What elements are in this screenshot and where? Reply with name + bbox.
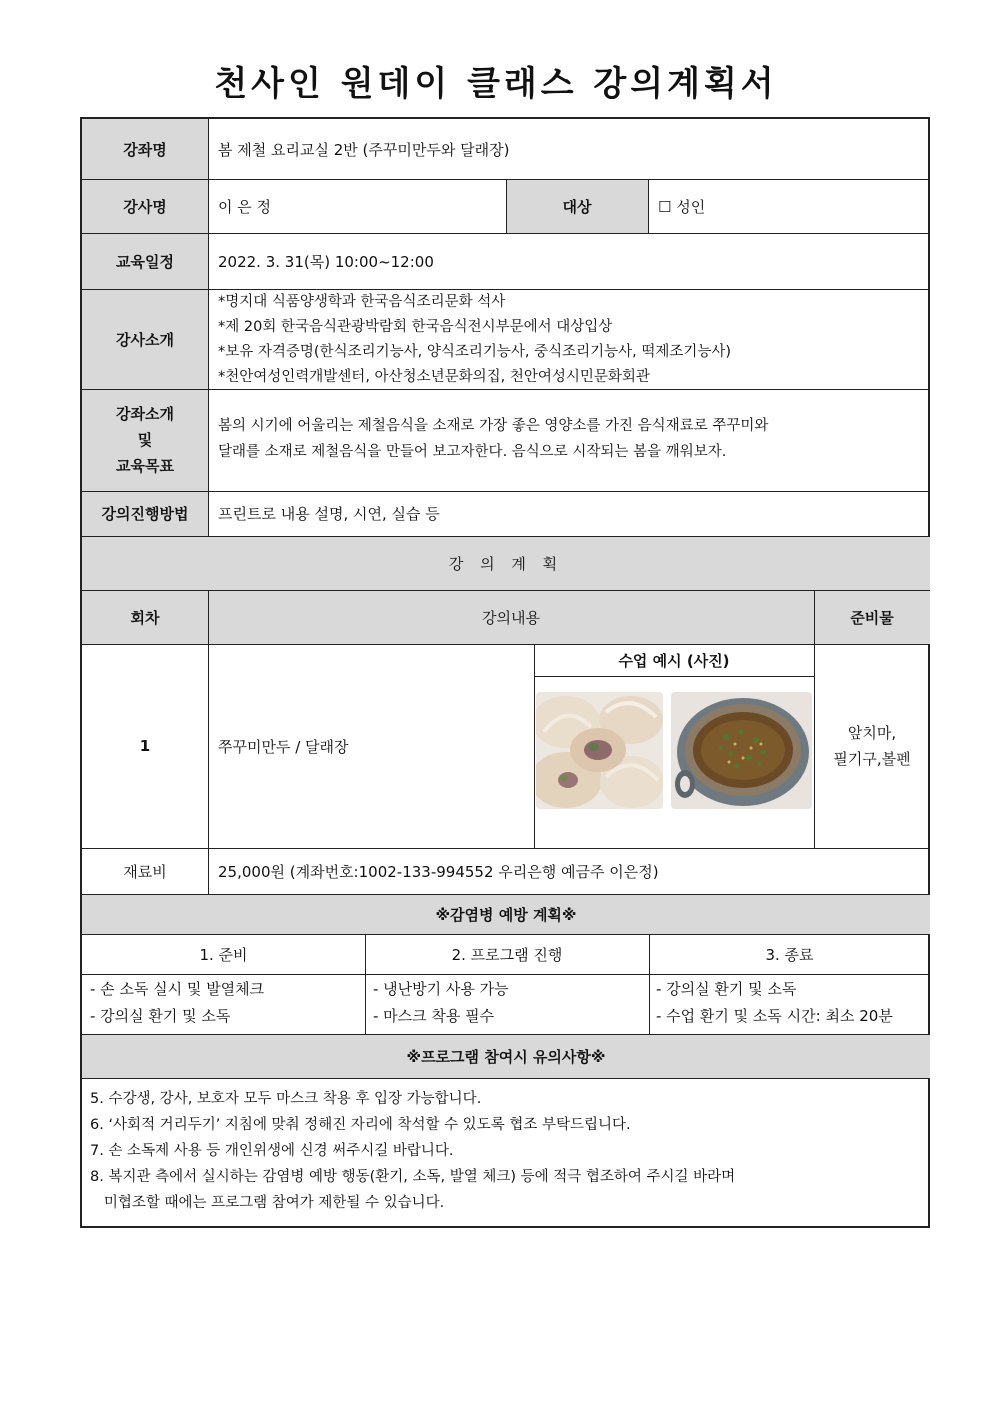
goal-label-line: 강좌소개 — [116, 405, 174, 423]
note-line: 미협조할 때에는 프로그램 참여가 제한될 수 있습니다. — [90, 1195, 445, 1211]
goal-label — [82, 389, 208, 491]
prevention-item: - 손 소독 실시 및 발열체크 — [90, 980, 265, 998]
schedule-value: 2022. 3. 31(목) 10:00~12:00 — [218, 252, 434, 271]
intro-line: *보유 자격증명(한식조리기능사, 양식조리기능사, 중식조리기능사, 떡제조기능사) — [218, 344, 732, 360]
goal-label-line: 및 — [137, 431, 153, 449]
intro-lines — [218, 290, 928, 388]
goal-line: 봄의 시기에 어울리는 제철음식을 소재로 가장 좋은 영양소를 가진 음식재료로 쭈꾸미와 — [218, 418, 769, 434]
note-line: 8. 복지관 측에서 실시하는 감염병 예방 행동(환기, 소독, 발열 체크) 등에 적극 협조하여 주시길 바라며 — [90, 1169, 736, 1185]
prevention-items-2 — [373, 976, 645, 1032]
col-divider — [208, 590, 209, 894]
row-divider — [82, 894, 930, 895]
note-line: 5. 수강생, 강사, 보호자 모두 마스크 착용 후 입장 가능합니다. — [90, 1091, 482, 1107]
prevention-item: - 냉난방기 사용 가능 — [373, 980, 509, 998]
method-label: 강의진행방법 — [82, 491, 208, 536]
goal-label-line: 교육목표 — [116, 457, 174, 475]
instructor-label: 강사명 — [82, 179, 208, 233]
row-divider — [82, 1078, 930, 1079]
plan-session: 1 — [139, 737, 151, 755]
intro-line: *명지대 식품양생학과 한국음식조리문화 석사 — [218, 294, 506, 310]
note-line: 7. 손 소독제 사용 등 개인위생에 신경 써주시길 바랍니다. — [90, 1143, 454, 1159]
col-divider — [506, 179, 507, 233]
goal-text — [218, 413, 928, 473]
target-value: ☐ 성인 — [658, 197, 706, 216]
col-divider — [648, 179, 649, 233]
row-divider — [534, 676, 814, 677]
plan-col-materials: 준비물 — [814, 590, 930, 644]
method-value: 프린트로 내용 설명, 시연, 실습 등 — [218, 505, 440, 523]
dumpling-photo — [536, 692, 663, 809]
row-divider — [82, 848, 930, 849]
row-divider — [82, 389, 930, 390]
note-line: 6. ‘사회적 거리두기’ 지침에 맞춰 정해진 자리에 착석할 수 있도록 협조 부탁드립니다. — [90, 1117, 631, 1133]
intro-line: *천안여성인력개발센터, 아산청소년문화의집, 천안여성시민문화회관 — [218, 369, 650, 385]
fee-value: 25,000원 (계좌번호:1002-133-994552 우리은행 예금주 이은정) — [218, 862, 659, 881]
row-divider — [82, 590, 930, 591]
plan-content: 쭈꾸미만두 / 달래장 — [218, 737, 349, 756]
document-title: 천사인 원데이 클래스 강의계획서 — [214, 64, 778, 104]
intro-line: *제 20회 한국음식관광박람회 한국음식전시부문에서 대상입상 — [218, 319, 613, 335]
row-divider — [82, 289, 930, 290]
prevention-items-3 — [656, 976, 928, 1032]
prevention-heading-3: 3. 종료 — [765, 945, 814, 964]
col-divider — [649, 934, 650, 1034]
prevention-heading-2: 2. 프로그램 진행 — [451, 945, 563, 964]
intro-label: 강사소개 — [82, 289, 208, 389]
sauce-photo — [671, 692, 812, 809]
plan-section-title: 강 의 계 획 — [82, 536, 930, 590]
prevention-item: - 마스크 착용 필수 — [373, 1007, 495, 1025]
prevention-item: - 수업 환기 및 소독 시간: 최소 20분 — [656, 1007, 893, 1025]
fee-label: 재료비 — [123, 862, 167, 881]
row-divider — [82, 536, 930, 537]
materials-line: 앞치마, — [847, 724, 897, 742]
prevention-item: - 강의실 환기 및 소독 — [656, 980, 797, 998]
row-divider — [82, 934, 930, 935]
row-divider — [82, 974, 930, 975]
photo-caption: 수업 예시 (사진) — [618, 651, 730, 670]
col-divider — [208, 119, 209, 536]
prevention-heading-1: 1. 준비 — [199, 945, 248, 964]
plan-col-content: 강의내용 — [208, 590, 814, 644]
plan-materials — [814, 644, 930, 848]
row-divider — [82, 644, 930, 645]
notes-list — [90, 1086, 926, 1221]
plan-col-session: 회차 — [82, 590, 208, 644]
col-divider — [534, 644, 535, 848]
prevention-title: ※감염병 예방 계획※ — [82, 894, 930, 934]
col-divider — [814, 590, 815, 848]
row-divider — [82, 233, 930, 234]
prevention-items-1 — [90, 976, 362, 1032]
col-divider — [365, 934, 366, 1034]
course-value: 봄 제철 요리교실 2반 (주꾸미만두와 달래장) — [218, 140, 510, 159]
row-divider — [82, 1034, 930, 1035]
notes-title: ※프로그램 참여시 유의사항※ — [82, 1034, 930, 1078]
instructor-value: 이 은 정 — [218, 197, 272, 216]
goal-line: 달래를 소재로 제철음식을 만들어 보고자한다. 음식으로 시작되는 봄을 깨워보자. — [218, 444, 727, 460]
lecture-plan-table — [80, 117, 930, 1228]
materials-line: 필기구,볼펜 — [833, 750, 911, 768]
row-divider — [82, 491, 930, 492]
course-label: 강좌명 — [82, 119, 208, 179]
target-label: 대상 — [506, 179, 648, 233]
prevention-item: - 강의실 환기 및 소독 — [90, 1007, 231, 1025]
schedule-label: 교육일정 — [82, 233, 208, 289]
